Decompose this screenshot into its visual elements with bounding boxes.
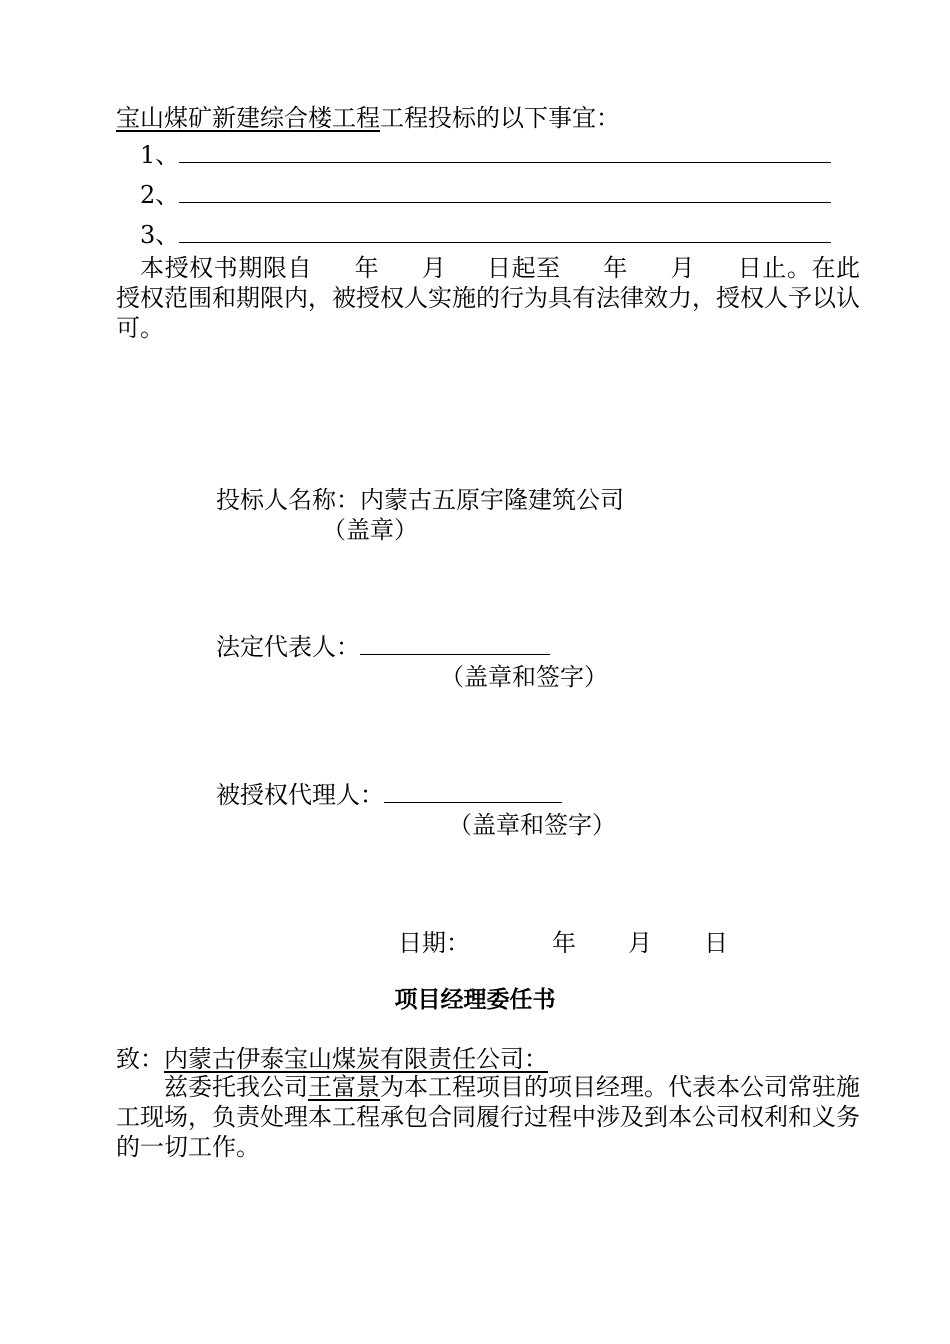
term-text: 日止。在此授权范围和期限内，被授权人实施的行为具有法律效力，授权人予以认可。: [116, 254, 861, 342]
agent-label: 被授权代理人：: [216, 781, 384, 809]
project-name: 宝山煤矿新建综合楼工程: [116, 104, 380, 132]
pm-letter-recipient: [116, 1044, 548, 1074]
date-day: 日: [704, 929, 728, 957]
date-month: 月: [628, 929, 652, 957]
term-year: 年: [602, 254, 628, 282]
bidder-name: 投标人名称：内蒙古五原宇隆建筑公司: [216, 486, 624, 514]
term-month: 月: [421, 254, 447, 282]
legal-rep-note: （盖章和签字）: [440, 663, 608, 691]
item-number: 3、: [140, 221, 180, 249]
agent-line: [216, 780, 562, 810]
blank-line[interactable]: [179, 144, 831, 163]
term-paragraph: [116, 253, 860, 343]
item-number: 1、: [140, 141, 180, 169]
legal-rep-line: [216, 632, 550, 662]
term-text: 本授权书期限自: [140, 254, 313, 282]
recipient-name: 内蒙古伊泰宝山煤炭有限责任公司：: [164, 1045, 548, 1073]
term-year: 年: [354, 254, 380, 282]
body-text: 兹委托我公司: [164, 1073, 308, 1101]
agent-note: （盖章和签字）: [448, 811, 616, 839]
item-number: 2、: [140, 181, 180, 209]
legal-rep-label: 法定代表人：: [216, 633, 360, 661]
body-text: 为本工程项目的项目经理。代表本公司常驻施工现场，负责处理本工程承包合同履行过程中涉及到本公司权利和义务的一切工作。: [116, 1073, 860, 1161]
pm-letter-title: 项目经理委任书: [394, 987, 556, 1013]
date-year: 年: [552, 929, 576, 957]
term-month: 月: [669, 254, 696, 282]
manager-name: 王富景: [308, 1073, 380, 1101]
date-line: [398, 928, 728, 958]
intro-line: [116, 103, 620, 133]
item-3: [140, 220, 831, 250]
term-text: 日起至: [486, 254, 561, 282]
legal-rep-signature-line[interactable]: [360, 636, 550, 655]
date-label: 日期：: [398, 929, 470, 957]
blank-line[interactable]: [179, 224, 831, 243]
pm-letter-body: [116, 1072, 860, 1162]
agent-signature-line[interactable]: [384, 784, 562, 803]
recipient-prefix: 致：: [116, 1045, 164, 1073]
bidder-seal-note: （盖章）: [322, 516, 418, 544]
item-2: [140, 180, 831, 210]
intro-rest: 工程投标的以下事宜：: [380, 104, 620, 132]
item-1: [140, 140, 831, 170]
blank-line[interactable]: [179, 184, 831, 203]
